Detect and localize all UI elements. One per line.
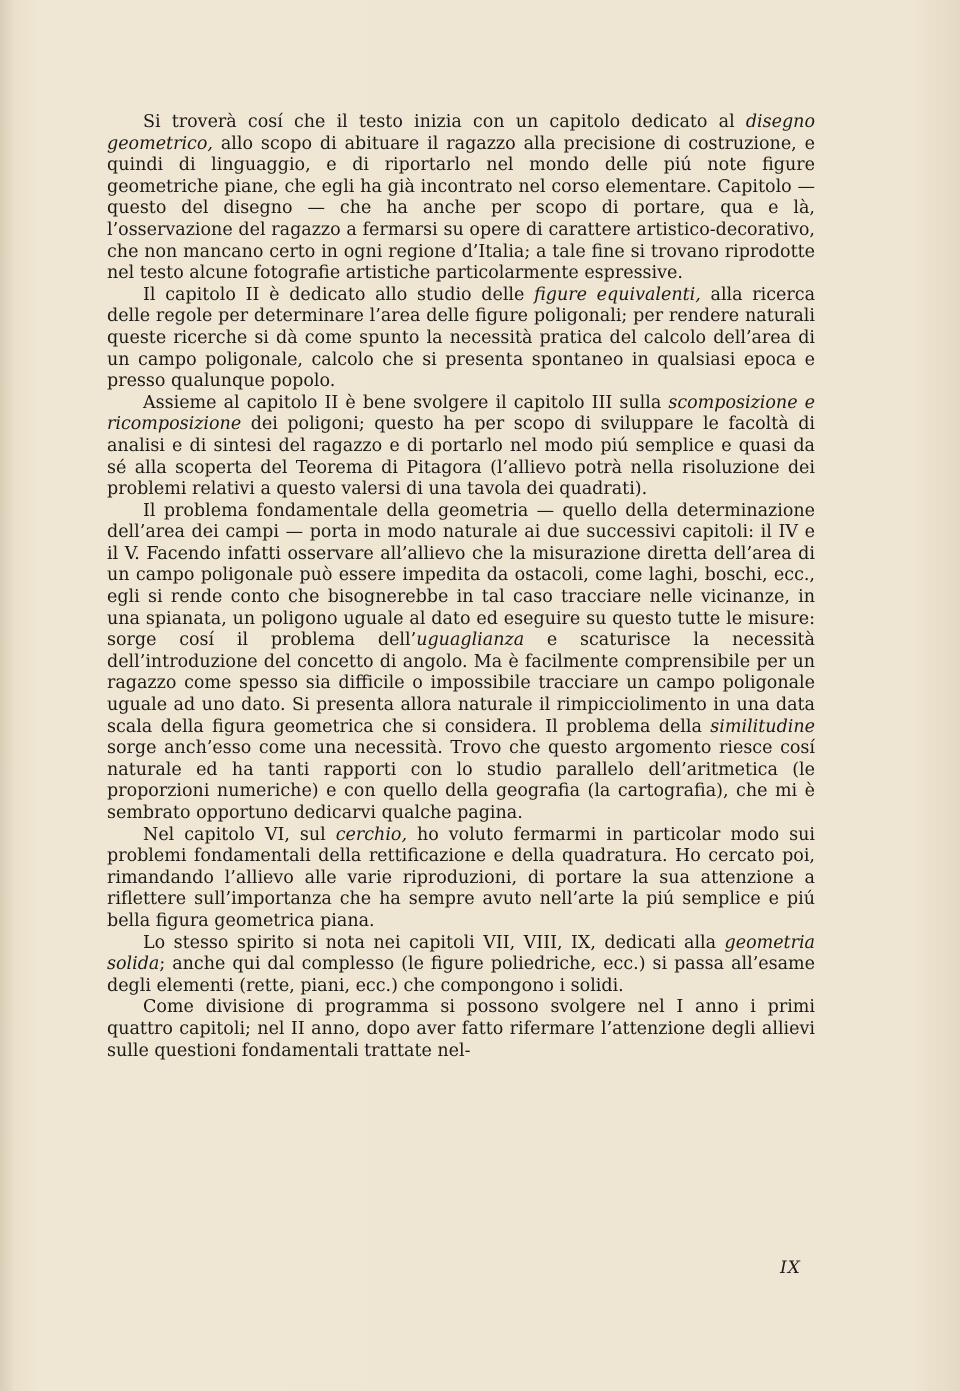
paragraph-2: Il capitolo II è dedicato allo studio delle figure equivalenti, alla ricerca delle regole per determinare l’area delle figure poligonali; per rendere naturali queste ricerche si dà come spunto la necessità pratica del calcolo dell’area di un campo poligonale, calcolo che si presenta spontaneo in qualsiasi epoca e presso qualunque popolo. [107,284,816,392]
paragraph-3: Assieme al capitolo II è bene svolgere il capitolo III sulla scomposizione e ricomposizione dei poligoni; questo ha per scopo di sviluppare le facoltà di analisi e di sintesi del ragazzo e di portarlo nel modo piú semplice e quasi da sé alla scoperta del Teorema di Pitagora (l’allievo potrà nella risoluzione dei problemi relativi a questo valersi di una tavola dei quadrati). [107,392,815,500]
paragraph-6: Lo stesso spirito si nota nei capitoli VII, VIII, IX, dedicati alla geometria solida; anche qui dal complesso (le figure poliedriche, ecc.) si passa all’esame degli elementi (rette, piani, ecc.) che compongono i solidi. [107,932,815,996]
body-text [107,112,815,1062]
paragraph-7: Come divisione di programma si possono svolgere nel I anno i primi quattro capitoli; nel II anno, dopo aver fatto rifermare l’attenzione degli allievi sulle questioni fondamentali trattate nel- [107,997,815,1061]
page-gutter-shadow [0,0,14,1391]
page-number: IX [780,1258,801,1278]
paragraph-4: Il problema fondamentale della geometria — quello della determinazione dell’area dei campi — porta in modo naturale ai due successivi capitoli: il IV e il V. Facendo infatti osservare all’allievo che la misurazione diretta dell’area di un campo poligonale può essere impedita da ostacoli, come laghi, boschi, ecc., egli si rende conto che bisognerebbe in tal caso tracciare nelle vicinanze, in una spianata, un poligono uguale al dato ed eseguire su questo tutte le misure: sorge cosí il problema dell’uguaglianza e scaturisce la necessità dell’introduzione del concetto di angolo. Ma è facilmente comprensibile per un ragazzo come spesso sia difficile o impossibile tracciare un campo poligonale uguale ad uno dato. Si presenta allora naturale il rimpicciolimento in una data scala della figura geometrica che si considera. Il problema della similitudine sorge anch’esso come una necessità. Trovo che questo argomento riesce cosí naturale ed ha tanti rapporti con lo studio parallelo dell’aritmetica (le proporzioni numeriche) e con quello della geografia (la cartografia), che mi è sembrato opportuno dedicarvi qualche pagina. [107,500,815,823]
paragraph-5: Nel capitolo VI, sul cerchio, ho voluto fermarmi in particolar modo sui problemi fondamentali della rettificazione e della quadratura. Ho cercato poi, rimandando l’allievo alle varie riproduzioni, di portare la sua attenzione a riflettere sull’importanza che ha sempre avuto nell’arte la piú semplice e piú bella figura geometrica piana. [107,824,816,931]
paragraph-1: Si troverà cosí che il testo inizia con un capitolo dedicato al disegno geometrico, allo scopo di abituare il ragazzo alla precisione di costruzione, e quindi di linguaggio, e di riportarlo nel mondo delle piú note figure geometriche piane, che egli ha già incontrato nel corso elementare. Capitolo — questo del disegno — che ha anche per scopo di portare, qua e là, l’osservazione del ragazzo a fermarsi su opere di carattere artistico-decorativo, che non mancano certo in ogni regione d’Italia; a tale fine si trovano riprodotte nel testo alcune fotografie artistiche particolarmente espressive. [107,112,815,284]
